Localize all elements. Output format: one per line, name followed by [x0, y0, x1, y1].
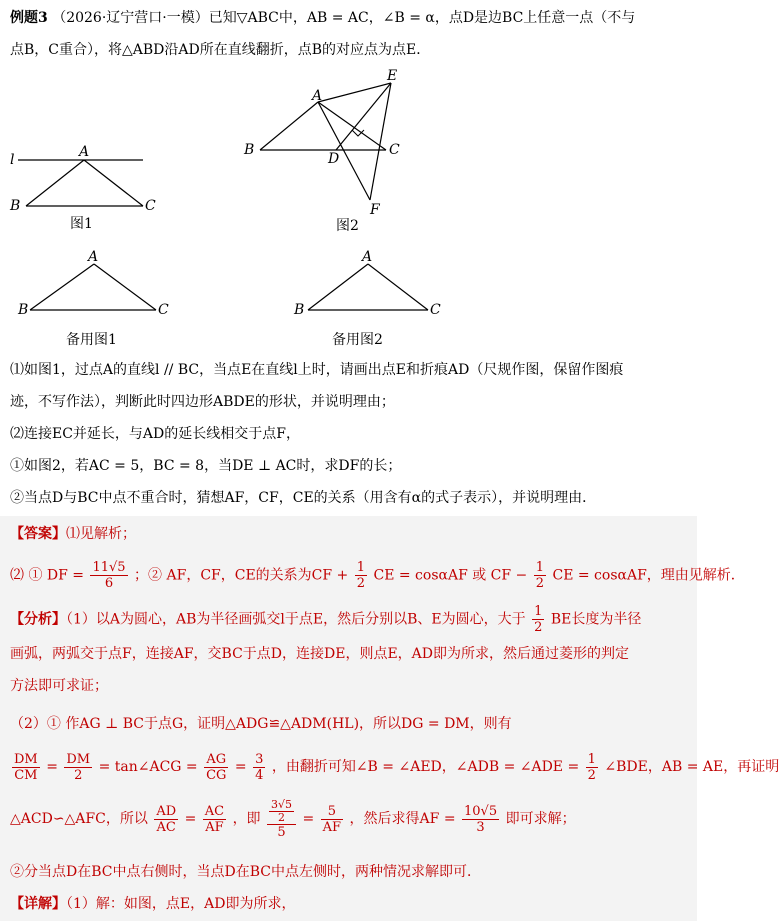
- analysis-ac-den: AC: [156, 819, 176, 835]
- analysis-af-den: AF: [205, 819, 224, 835]
- analysis-dm-cm: [12, 752, 40, 783]
- fig2-label-c: C: [389, 142, 400, 158]
- answer-half-num-2: 1: [535, 560, 545, 575]
- analysis-h-num: 1: [587, 751, 596, 767]
- analysis-text-6c: ，然后求得AF =: [349, 811, 456, 827]
- analysis-text-5b: ∠BDE，AB = AE，再证明: [604, 759, 779, 775]
- analysis-h-den: 2: [587, 767, 596, 783]
- analysis-4-den: 4: [255, 767, 264, 783]
- analysis-compound-fraction: [267, 799, 296, 840]
- spare-figure-1: [8, 248, 178, 348]
- analysis-half-den: 2: [534, 620, 543, 635]
- fig1-label-b: B: [10, 198, 21, 214]
- analysis-c-inner-den: 2: [278, 810, 286, 824]
- problem-text-2: 点B，C重合），将△ABD沿AD所在直线翻折，点B的对应点为点E．: [10, 42, 431, 58]
- analysis-ac-af: [203, 804, 226, 835]
- answer-line-1: [10, 524, 691, 544]
- analysis-dm2-den: 2: [74, 767, 83, 783]
- fig2-label-a: A: [312, 88, 323, 104]
- analysis-5-num: 5: [321, 804, 343, 820]
- question-2-part-1-text: ①如图2，若AC = 5，BC = 8，当DE ⊥ AC时，求DF的长；: [10, 458, 402, 474]
- analysis-tag: 【分析】: [10, 611, 66, 628]
- analysis-text-5a: ，由翻折可知∠B = ∠AED，∠ADB = ∠ADE =: [271, 759, 580, 775]
- problem-line-1: [10, 8, 691, 28]
- detail-tag: 【详解】: [10, 896, 66, 912]
- spare2-label-a: A: [362, 249, 373, 265]
- analysis-half-bde: [586, 752, 598, 783]
- spare1-caption: 备用图1: [66, 332, 117, 348]
- analysis-dm-num: DM: [14, 751, 38, 767]
- fig2-label-e: E: [387, 68, 398, 84]
- fig1-caption: 图1: [70, 216, 93, 232]
- analysis-ag-num: AG: [204, 752, 228, 768]
- answer-half-num-1: 1: [356, 560, 366, 575]
- analysis-3-num: 3: [255, 751, 264, 767]
- question-2-intro-text: ⑵连接EC并延长，与AD的延长线相交于点F，: [10, 426, 300, 442]
- question-2-part-1: [10, 456, 691, 476]
- spare1-label-a: A: [88, 249, 99, 265]
- analysis-dm2-num: DM: [66, 751, 91, 767]
- analysis-af-value-num: 10√5: [464, 803, 498, 819]
- analysis-tan: = tan∠ACG =: [98, 759, 198, 775]
- fig2-caption: 图2: [336, 218, 359, 234]
- answer-half-den-1: 2: [356, 576, 366, 591]
- detail-text: （1）解：如图，点E，AD即为所求，: [66, 896, 296, 912]
- answer-part-1: ⑴见解析；: [66, 526, 136, 542]
- fig1-label-c: C: [145, 198, 156, 214]
- analysis-dm-2: [64, 752, 92, 783]
- spare2-caption: 备用图2: [332, 332, 383, 348]
- analysis-ad-ac: [154, 804, 178, 835]
- analysis-c-inner-num: 3√5: [271, 797, 293, 811]
- analysis-ac-num: AC: [204, 803, 225, 819]
- analysis-text-1a: （1）以A为圆心，AB为半径画弧交l于点E，然后分别以B、E为圆心，大于: [66, 611, 526, 628]
- question-2-part-2-text: ②当点D与BC中点不重合时，猜想AF，CF，CE的关系（用含有α的式子表示），并说明理由．: [10, 490, 597, 506]
- analysis-text-6d: 即可求解；: [505, 811, 576, 827]
- problem-text-1: （2026·辽宁营口·一模）已知▽ABC中，AB = AC，∠B = α，点D是边BC上任意一点（不与: [52, 10, 636, 26]
- spare1-label-c: C: [158, 302, 169, 318]
- fig2-label-f: F: [370, 202, 380, 218]
- fig2-label-b: B: [244, 142, 255, 158]
- question-2-part-2: [10, 488, 691, 508]
- answer-half-fraction-2: [534, 560, 546, 591]
- answer-df-den: 6: [104, 576, 114, 591]
- analysis-equals-3: =: [184, 811, 197, 827]
- question-1-text-2: 迹，不写作法），判断此时四边形ABDE的形状，并说明理由；: [10, 394, 395, 410]
- answer-relation-eq-2: CE = cosαAF，理由见解析．: [552, 567, 745, 584]
- detail-line: [10, 894, 691, 914]
- analysis-af-value-den: 3: [476, 819, 485, 835]
- analysis-compound-num: [267, 799, 296, 825]
- analysis-line-5: [10, 750, 779, 784]
- analysis-text-6a: △ACD∽△AFC，所以: [10, 811, 148, 827]
- analysis-af2-den: AF: [322, 819, 342, 835]
- analysis-three-quarters: [253, 752, 265, 783]
- analysis-compound-den: 5: [277, 824, 286, 840]
- analysis-text-2: 画弧，两弧交于点F，连接AF，交BC于点D，连接DE，则点E，AD即为所求，然后通过菱形的判定: [10, 646, 630, 662]
- analysis-equals: =: [46, 759, 58, 775]
- analysis-text-3: 方法即可求证；: [10, 678, 108, 694]
- analysis-equals-2: =: [234, 759, 247, 775]
- analysis-text-6b: ，即: [232, 811, 261, 827]
- analysis-cm-den: CM: [14, 767, 38, 783]
- spare1-label-b: B: [18, 302, 29, 318]
- analysis-line-7: [10, 862, 691, 882]
- question-1-line-1: [10, 360, 691, 380]
- analysis-text-7: ②分当点D在BC中点右侧时，当点D在BC中点左侧时，两种情况求解即可．: [10, 864, 481, 880]
- analysis-line-1: [10, 604, 691, 634]
- fig1-label-a: A: [79, 144, 90, 160]
- problem-label: 例题3: [10, 10, 48, 26]
- analysis-5-af: [321, 804, 343, 835]
- analysis-line-3: [10, 676, 691, 696]
- answer-line-2: [10, 560, 745, 591]
- answer-df-num: 11√5: [92, 560, 126, 575]
- spare-figure-2: [288, 248, 458, 348]
- answer-half-fraction-1: [355, 560, 367, 591]
- question-1-line-2: [10, 392, 691, 412]
- answer-tag: 【答案】: [10, 526, 66, 542]
- analysis-ag-cg: [204, 752, 228, 783]
- question-2-intro: [10, 424, 691, 444]
- spare2-label-c: C: [430, 302, 441, 318]
- answer-df-label: ⑵ ① DF =: [10, 567, 85, 584]
- answer-relation-text: ；② AF，CF，CE的关系为CF +: [134, 567, 349, 584]
- fig1-label-l: l: [10, 152, 15, 168]
- answer-relation-eq-1: CE = cosαAF 或 CF −: [373, 567, 528, 584]
- analysis-cg-den: CG: [206, 767, 227, 783]
- analysis-line-2: [10, 644, 691, 664]
- figure-1: [8, 140, 158, 235]
- analysis-af-value: [462, 804, 499, 835]
- analysis-equals-4: =: [302, 811, 315, 827]
- analysis-line-4: [10, 714, 691, 734]
- spare2-label-b: B: [294, 302, 305, 318]
- analysis-ad-num: AD: [156, 803, 177, 819]
- fig2-label-d: D: [328, 151, 340, 167]
- question-1-text-1: ⑴如图1，过点A的直线l // BC，当点E在直线l上时，请画出点E和折痕AD（尺规作图，保留作图痕: [10, 362, 624, 378]
- analysis-text-4: （2）① 作AG ⊥ BC于点G，证明△ADG≌△ADM(HL)，所以DG = DM，则有: [10, 716, 512, 732]
- answer-half-den-2: 2: [535, 576, 545, 591]
- figure-2: [236, 66, 456, 234]
- analysis-half-fraction: [532, 604, 544, 635]
- analysis-text-1b: BE长度为半径: [550, 611, 642, 628]
- analysis-half-num: 1: [534, 604, 543, 619]
- problem-line-2: [10, 40, 691, 60]
- analysis-line-6: [10, 796, 691, 842]
- answer-df-fraction: [90, 560, 127, 591]
